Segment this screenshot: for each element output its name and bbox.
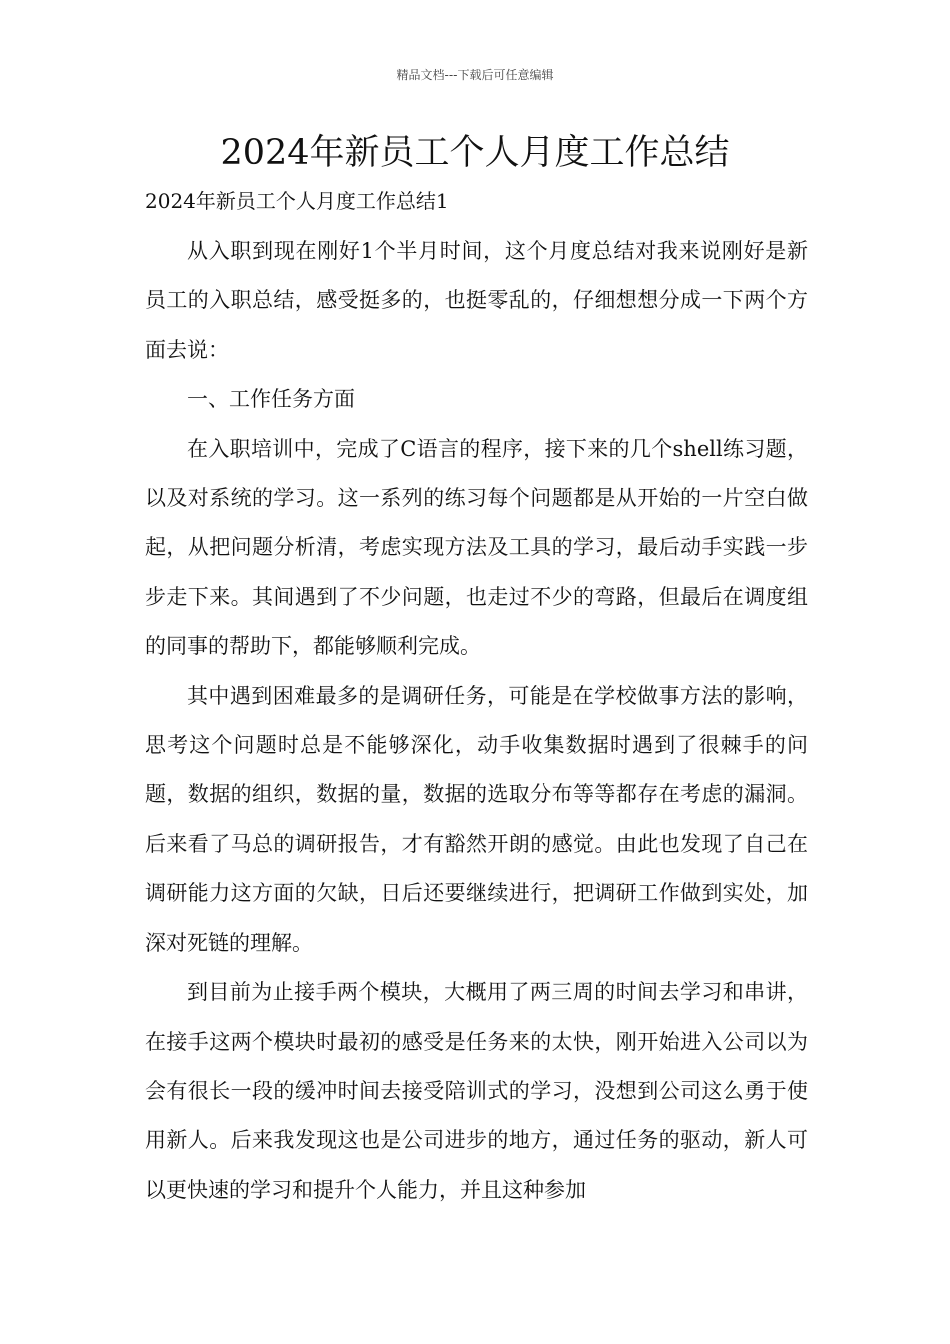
paragraph-research: 其中遇到困难最多的是调研任务，可能是在学校做事方法的影响，思考这个问题时总是不能够深化，动手收集数据时遇到了很棘手的问题，数据的组织，数据的量，数据的选取分布等等都存在考虑的漏洞。后来看了马总的调研报告，才有豁然开朗的感觉。由此也发现了自己在调研能力这方面的欠缺，日后还要继续进行，把调研工作做到实处，加深对死链的理解。	[145, 683, 808, 955]
paragraph-modules: 到目前为止接手两个模块，大概用了两三周的时间去学习和串讲，在接手这两个模块时最初的感受是任务来的太快，刚开始进入公司以为会有很长一段的缓冲时间去接受陪训式的学习，没想到公司这么勇于使用新人。后来我发现这也是公司进步的地方，通过任务的驱动，新人可以更快速的学习和提升个人能力，并且这种参加	[145, 980, 808, 1202]
document-body	[145, 227, 808, 1215]
paragraph-intro: 从入职到现在刚好1个半月时间，这个月度总结对我来说刚好是新员工的入职总结，感受挺多的，也挺零乱的，仔细想想分成一下两个方面去说：	[145, 239, 808, 362]
section-heading-work-tasks: 一、工作任务方面	[187, 387, 355, 412]
paragraph-training: 在入职培训中，完成了C语言的程序，接下来的几个shell练习题，以及对系统的学习。这一系列的练习每个问题都是从开始的一片空白做起，从把问题分析清，考虑实现方法及工具的学习，最后动手实践一步步走下来。其间遇到了不少问题，也走过不少的弯路，但最后在调度组的同事的帮助下，都能够顺利完成。	[145, 436, 808, 659]
document-subtitle: 2024年新员工个人月度工作总结1	[145, 189, 449, 213]
header-note: 精品文档---下载后可任意编辑	[396, 68, 554, 82]
document-title: 2024年新员工个人月度工作总结	[220, 133, 730, 173]
